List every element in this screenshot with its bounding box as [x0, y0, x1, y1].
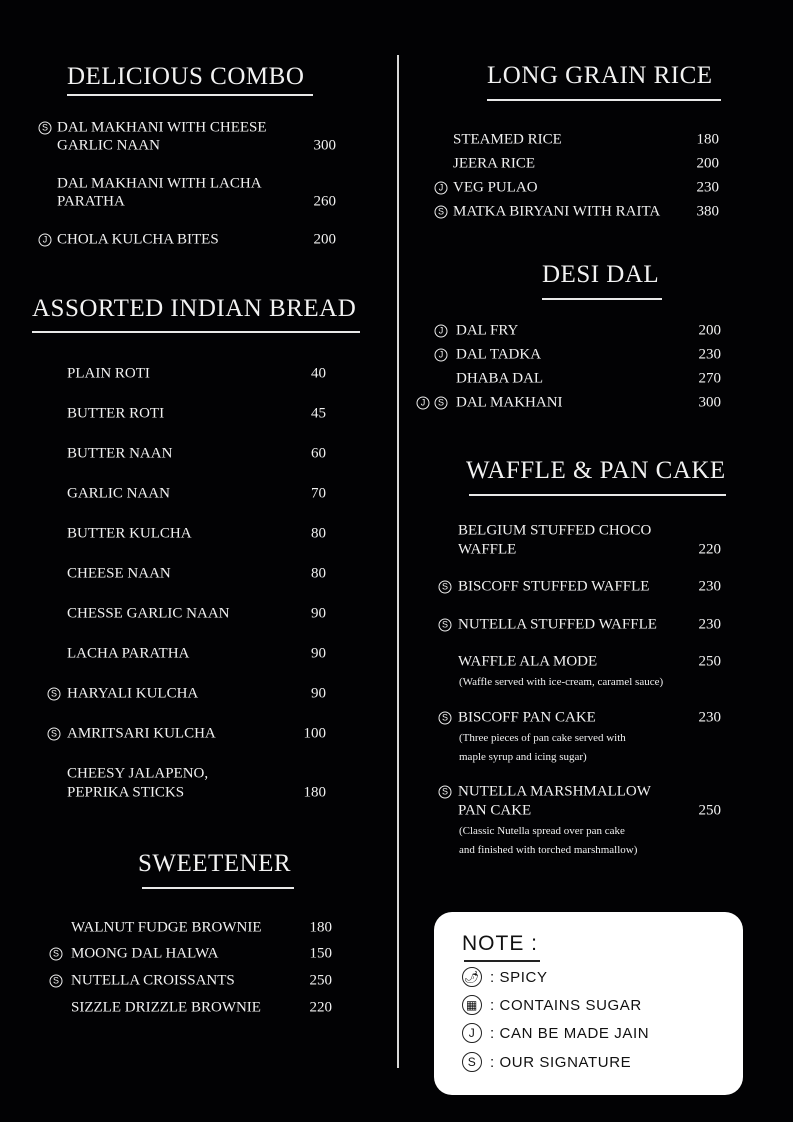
- menu-item-name: GARLIC NAAN: [57, 137, 160, 154]
- menu-item-description: and finished with torched marshmallow): [459, 844, 638, 856]
- menu-item-name: BUTTER ROTI: [67, 405, 165, 422]
- menu-item-name: PARATHA: [57, 193, 125, 210]
- menu-item-name: DAL MAKHANI: [456, 394, 563, 411]
- section-underline: [67, 94, 313, 96]
- menu-item-price: 200: [698, 322, 721, 339]
- menu-item-price: 260: [313, 193, 336, 210]
- jain-badge-icon: J: [417, 397, 430, 410]
- signature-badge-icon: S: [435, 397, 448, 410]
- section-title-waffle-pan-cake: WAFFLE & PAN CAKE: [466, 457, 726, 484]
- signature-badge-icon: S: [50, 975, 63, 988]
- menu-item-description: (Three pieces of pan cake served with: [459, 732, 626, 744]
- menu-item-name: BELGIUM STUFFED CHOCO: [458, 522, 652, 539]
- menu-item-price: 180: [696, 131, 719, 148]
- menu-item-price: 200: [696, 155, 719, 172]
- menu-item-price: 45: [311, 405, 326, 422]
- note-box: [434, 912, 743, 1095]
- menu-item-price: 150: [309, 945, 332, 962]
- menu-item-price: 90: [311, 645, 326, 662]
- signature-badge-icon: S: [439, 786, 452, 799]
- section-underline: [32, 331, 360, 333]
- menu-item-price: 60: [311, 445, 326, 462]
- menu-item-name: NUTELLA STUFFED WAFFLE: [458, 616, 657, 633]
- signature-badge-icon: S: [50, 948, 63, 961]
- section-title-delicious-combo: DELICIOUS COMBO: [67, 63, 305, 90]
- menu-item-name: PEPRIKA STICKS: [67, 784, 185, 801]
- menu-item-name: PAN CAKE: [458, 802, 532, 819]
- menu-item-name: PLAIN ROTI: [67, 365, 150, 382]
- legend-label: : SPICY: [490, 968, 548, 986]
- legend-label: : OUR SIGNATURE: [490, 1053, 632, 1071]
- jain-badge-icon: J: [435, 325, 448, 338]
- legend-sugar: [462, 995, 642, 1015]
- legend-label: : CONTAINS SUGAR: [490, 996, 642, 1014]
- jain-icon: J: [462, 1023, 482, 1043]
- menu-item-name: CHEESE NAAN: [67, 565, 171, 582]
- menu-item-name: BISCOFF STUFFED WAFFLE: [458, 578, 650, 595]
- menu-item-name: SIZZLE DRIZZLE BROWNIE: [71, 999, 261, 1016]
- menu-item-name: BISCOFF PAN CAKE: [458, 709, 596, 726]
- menu-item-price: 230: [698, 578, 721, 595]
- menu-item-price: 200: [313, 231, 336, 248]
- menu-item-name: STEAMED RICE: [453, 131, 562, 148]
- menu-item-name: CHOLA KULCHA BITES: [57, 231, 219, 248]
- signature-badge-icon: S: [439, 581, 452, 594]
- legend-spicy: [462, 967, 548, 987]
- menu-item-price: 230: [698, 616, 721, 633]
- menu-item-price: 250: [698, 653, 721, 670]
- column-divider: [397, 55, 399, 1068]
- jain-badge-icon: J: [435, 182, 448, 195]
- section-title-assorted-indian-bread: ASSORTED INDIAN BREAD: [32, 295, 357, 322]
- signature-badge-icon: S: [439, 712, 452, 725]
- menu-item-name: BUTTER KULCHA: [67, 525, 192, 542]
- menu-item-price: 220: [698, 541, 721, 558]
- menu-item-price: 40: [311, 365, 326, 382]
- section-title-sweetener: SWEETENER: [138, 850, 292, 877]
- section-underline: [469, 494, 726, 496]
- chili-icon: 🌶: [462, 967, 482, 987]
- legend-jain: [462, 1023, 649, 1043]
- legend-label: : CAN BE MADE JAIN: [490, 1024, 650, 1042]
- menu-item-name: AMRITSARI KULCHA: [67, 725, 216, 742]
- legend-signature: [462, 1052, 631, 1072]
- menu-item-price: 230: [698, 346, 721, 363]
- menu-item-name: BUTTER NAAN: [67, 445, 173, 462]
- menu-item-name: DHABA DAL: [456, 370, 544, 387]
- signature-badge-icon: S: [439, 619, 452, 632]
- menu-item-name: VEG PULAO: [453, 179, 538, 196]
- menu-item-price: 180: [309, 919, 332, 936]
- menu-item-name: DAL TADKA: [456, 346, 542, 363]
- menu-item-name: DAL FRY: [456, 322, 519, 339]
- menu-item-price: 250: [309, 972, 332, 989]
- signature-badge-icon: S: [48, 728, 61, 741]
- menu-item-name: WAFFLE ALA MODE: [458, 653, 598, 670]
- menu-item-price: 250: [698, 802, 721, 819]
- menu-item-price: 90: [311, 605, 326, 622]
- menu-item-name: JEERA RICE: [453, 155, 536, 172]
- menu-item-name: CHESSE GARLIC NAAN: [67, 605, 230, 622]
- menu-item-name: WAFFLE: [458, 541, 517, 558]
- signature-badge-icon: S: [48, 688, 61, 701]
- menu-item-price: 230: [698, 709, 721, 726]
- menu-item-price: 90: [311, 685, 326, 702]
- menu-item-price: 180: [303, 784, 326, 801]
- menu-item-price: 100: [303, 725, 326, 742]
- section-underline: [487, 99, 721, 101]
- note-title-underline: [464, 960, 540, 962]
- menu-item-name: MOONG DAL HALWA: [71, 945, 219, 962]
- note-title: NOTE :: [462, 932, 539, 955]
- signature-badge-icon: S: [39, 122, 52, 135]
- menu-item-description: maple syrup and icing sugar): [459, 751, 587, 763]
- jain-badge-icon: J: [435, 349, 448, 362]
- sugar-cubes-icon: ▦: [462, 995, 482, 1015]
- menu-item-price: 80: [311, 565, 326, 582]
- menu-item-price: 70: [311, 485, 326, 502]
- menu-item-name: NUTELLA MARSHMALLOW: [458, 783, 651, 800]
- menu-item-price: 80: [311, 525, 326, 542]
- menu-item-price: 380: [696, 203, 719, 220]
- section-title-long-grain-rice: LONG GRAIN RICE: [487, 62, 713, 89]
- menu-item-name: NUTELLA CROISSANTS: [71, 972, 235, 989]
- signature-badge-icon: S: [435, 206, 448, 219]
- menu-item-name: DAL MAKHANI WITH LACHA: [57, 175, 262, 192]
- menu-item-price: 300: [313, 137, 336, 154]
- menu-item-name: DAL MAKHANI WITH CHEESE: [57, 119, 267, 136]
- menu-item-description: (Waffle served with ice-cream, caramel sauce): [459, 676, 664, 688]
- menu-item-name: HARYALI KULCHA: [67, 685, 199, 702]
- signature-icon: S: [462, 1052, 482, 1072]
- section-title-desi-dal: DESI DAL: [542, 261, 660, 288]
- section-underline: [542, 298, 662, 300]
- menu-item-description: (Classic Nutella spread over pan cake: [459, 825, 625, 837]
- menu-item-price: 270: [698, 370, 721, 387]
- menu-item-price: 220: [309, 999, 332, 1016]
- menu-item-price: 300: [698, 394, 721, 411]
- menu-item-name: GARLIC NAAN: [67, 485, 170, 502]
- menu-item-name: WALNUT FUDGE BROWNIE: [71, 919, 262, 936]
- menu-item-name: LACHA PARATHA: [67, 645, 190, 662]
- jain-badge-icon: J: [39, 234, 52, 247]
- menu-item-price: 230: [696, 179, 719, 196]
- menu-item-name: CHEESY JALAPENO,: [67, 765, 209, 782]
- section-underline: [142, 887, 294, 889]
- menu-item-name: MATKA BIRYANI WITH RAITA: [453, 203, 661, 220]
